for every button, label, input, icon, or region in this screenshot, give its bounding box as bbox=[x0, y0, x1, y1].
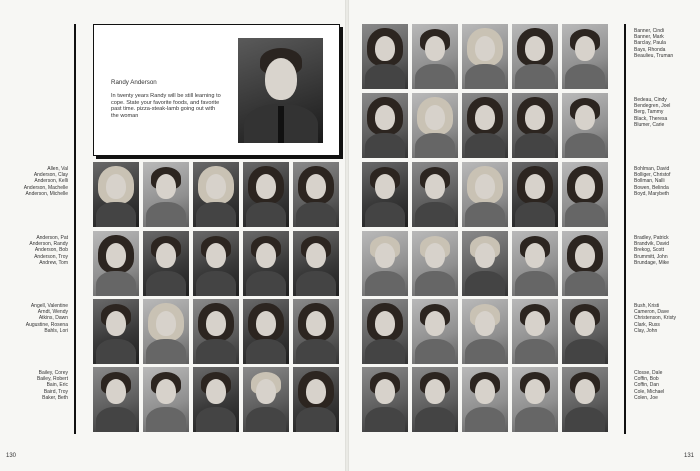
student-photo bbox=[143, 231, 189, 296]
student-photo bbox=[562, 162, 608, 227]
student-name: Andrew, Tom bbox=[39, 259, 68, 266]
student-name: Clay, John bbox=[634, 327, 658, 334]
student-photo bbox=[562, 299, 608, 364]
student-name: Baker, Beth bbox=[42, 394, 68, 401]
student-name: Bolliger, Christof bbox=[634, 172, 671, 179]
student-photo bbox=[243, 367, 289, 432]
student-photo bbox=[462, 162, 508, 227]
student-name: Baird, Troy bbox=[43, 388, 68, 395]
student-name: Boyd, Marybeth bbox=[634, 190, 670, 197]
student-name: Closse, Dale bbox=[634, 370, 663, 376]
student-name: Clark, Russ bbox=[634, 321, 660, 328]
right-margin-rule bbox=[624, 24, 626, 434]
student-name: Bahls, Lori bbox=[44, 327, 68, 334]
student-name: Berg, Tammy bbox=[634, 109, 664, 116]
student-photo bbox=[462, 367, 508, 432]
student-name: Bollman, Nalli bbox=[634, 178, 665, 185]
student-name: Cole, Michael bbox=[634, 388, 665, 395]
right-name-block bbox=[634, 235, 696, 266]
student-name: Coffin, Dan bbox=[634, 382, 659, 389]
student-photo bbox=[143, 367, 189, 432]
feature-box bbox=[93, 24, 340, 156]
student-name: Atkins, Dawn bbox=[38, 315, 68, 322]
student-photo bbox=[93, 299, 139, 364]
student-name: Blumer, Carie bbox=[634, 121, 665, 128]
student-photo bbox=[412, 299, 458, 364]
student-photo bbox=[462, 24, 508, 89]
student-photo bbox=[512, 93, 558, 158]
student-photo bbox=[562, 93, 608, 158]
left-margin-rule bbox=[74, 24, 76, 434]
student-photo bbox=[512, 299, 558, 364]
student-photo bbox=[362, 299, 408, 364]
student-name: Bedeau, Cindy bbox=[634, 97, 667, 103]
student-photo bbox=[562, 231, 608, 296]
student-photo bbox=[512, 162, 558, 227]
student-name: Bays, Rhonda bbox=[634, 46, 666, 53]
student-photo bbox=[362, 24, 408, 89]
student-name: Bain, Eric bbox=[46, 382, 68, 389]
left-name-block bbox=[8, 370, 68, 401]
right-name-block bbox=[634, 28, 696, 59]
student-photo bbox=[412, 367, 458, 432]
student-photo bbox=[562, 367, 608, 432]
student-photo bbox=[412, 231, 458, 296]
student-name: Angell, Valentine bbox=[30, 303, 68, 309]
right-page-number: 131 bbox=[684, 453, 695, 459]
student-photo bbox=[93, 367, 139, 432]
student-name: Brekog, Scott bbox=[634, 247, 665, 254]
student-photo bbox=[293, 367, 339, 432]
student-photo bbox=[412, 93, 458, 158]
student-name: Christenson, Kristy bbox=[634, 315, 676, 322]
student-name: Brummitt, John bbox=[634, 253, 668, 260]
feature-text: In twenty years Randy will be still learning to cope. State your favorite foods, and favorite past time. pizza-steak-lamb going out with the woman bbox=[111, 93, 221, 119]
left-page-number: 130 bbox=[6, 453, 17, 459]
student-name: Arndt, Wendy bbox=[37, 309, 68, 316]
student-name: Anderson, Kelli bbox=[34, 178, 68, 185]
student-photo bbox=[143, 162, 189, 227]
student-photo bbox=[243, 162, 289, 227]
right-name-block bbox=[634, 166, 696, 197]
student-name: Anderson, Pat bbox=[36, 235, 68, 241]
right-name-block bbox=[634, 303, 696, 334]
student-photo bbox=[193, 162, 239, 227]
student-name: Banner, Mark bbox=[634, 34, 664, 41]
student-photo bbox=[362, 367, 408, 432]
student-name: Augustine, Rosena bbox=[25, 321, 68, 328]
student-name: Anderson, Troy bbox=[34, 253, 68, 260]
student-photo bbox=[243, 299, 289, 364]
student-name: Colen, Joe bbox=[634, 394, 658, 401]
left-name-block bbox=[8, 235, 68, 266]
student-photo bbox=[512, 231, 558, 296]
student-name: Brandvik, David bbox=[634, 241, 670, 248]
student-name: Cameron, Dave bbox=[634, 309, 670, 316]
student-photo bbox=[362, 162, 408, 227]
student-photo bbox=[462, 299, 508, 364]
student-name: Banner, Cindi bbox=[634, 28, 665, 34]
student-photo bbox=[293, 299, 339, 364]
student-photo bbox=[93, 162, 139, 227]
student-photo bbox=[293, 231, 339, 296]
student-name: Anderson, Machelle bbox=[23, 184, 68, 191]
student-name: Coffin, Bob bbox=[634, 376, 659, 383]
student-name: Bohlman, David bbox=[634, 166, 670, 172]
student-photo bbox=[462, 231, 508, 296]
left-name-block bbox=[8, 166, 68, 197]
student-photo bbox=[362, 93, 408, 158]
student-photo bbox=[562, 24, 608, 89]
student-name: Anderson, Bob bbox=[34, 247, 68, 254]
right-name-block bbox=[634, 370, 696, 401]
student-name: Allen, Val bbox=[47, 166, 68, 172]
student-photo bbox=[243, 231, 289, 296]
student-name: Bush, Kristi bbox=[634, 303, 660, 309]
student-name: Black, Theresa bbox=[634, 115, 668, 122]
student-name: Bowen, Belinda bbox=[634, 184, 669, 191]
left-name-block bbox=[8, 303, 68, 334]
student-photo bbox=[93, 231, 139, 296]
student-name: Brundage, Mike bbox=[634, 259, 670, 266]
student-photo bbox=[512, 367, 558, 432]
student-name: Anderson, Clay bbox=[33, 172, 68, 179]
student-photo bbox=[293, 162, 339, 227]
student-name: Bendegren, Joel bbox=[634, 103, 671, 110]
student-name: Bailey, Robert bbox=[36, 376, 68, 383]
student-name: Anderson, Michelle bbox=[25, 190, 68, 197]
student-photo bbox=[193, 231, 239, 296]
student-photo bbox=[193, 367, 239, 432]
student-photo bbox=[362, 231, 408, 296]
student-name: Barclay, Paula bbox=[634, 40, 666, 47]
student-photo bbox=[462, 93, 508, 158]
feature-name: Randy Anderson bbox=[111, 79, 157, 86]
student-name: Anderson, Randy bbox=[29, 241, 68, 248]
feature-portrait bbox=[238, 38, 323, 143]
student-photo bbox=[193, 299, 239, 364]
student-photo bbox=[143, 299, 189, 364]
student-photo bbox=[412, 162, 458, 227]
student-name: Bailey, Corey bbox=[38, 370, 68, 376]
right-name-block bbox=[634, 97, 696, 128]
student-name: Beaulieu, Truman bbox=[634, 52, 674, 59]
student-photo bbox=[512, 24, 558, 89]
student-photo bbox=[412, 24, 458, 89]
student-name: Bradley, Patrick bbox=[634, 235, 669, 241]
